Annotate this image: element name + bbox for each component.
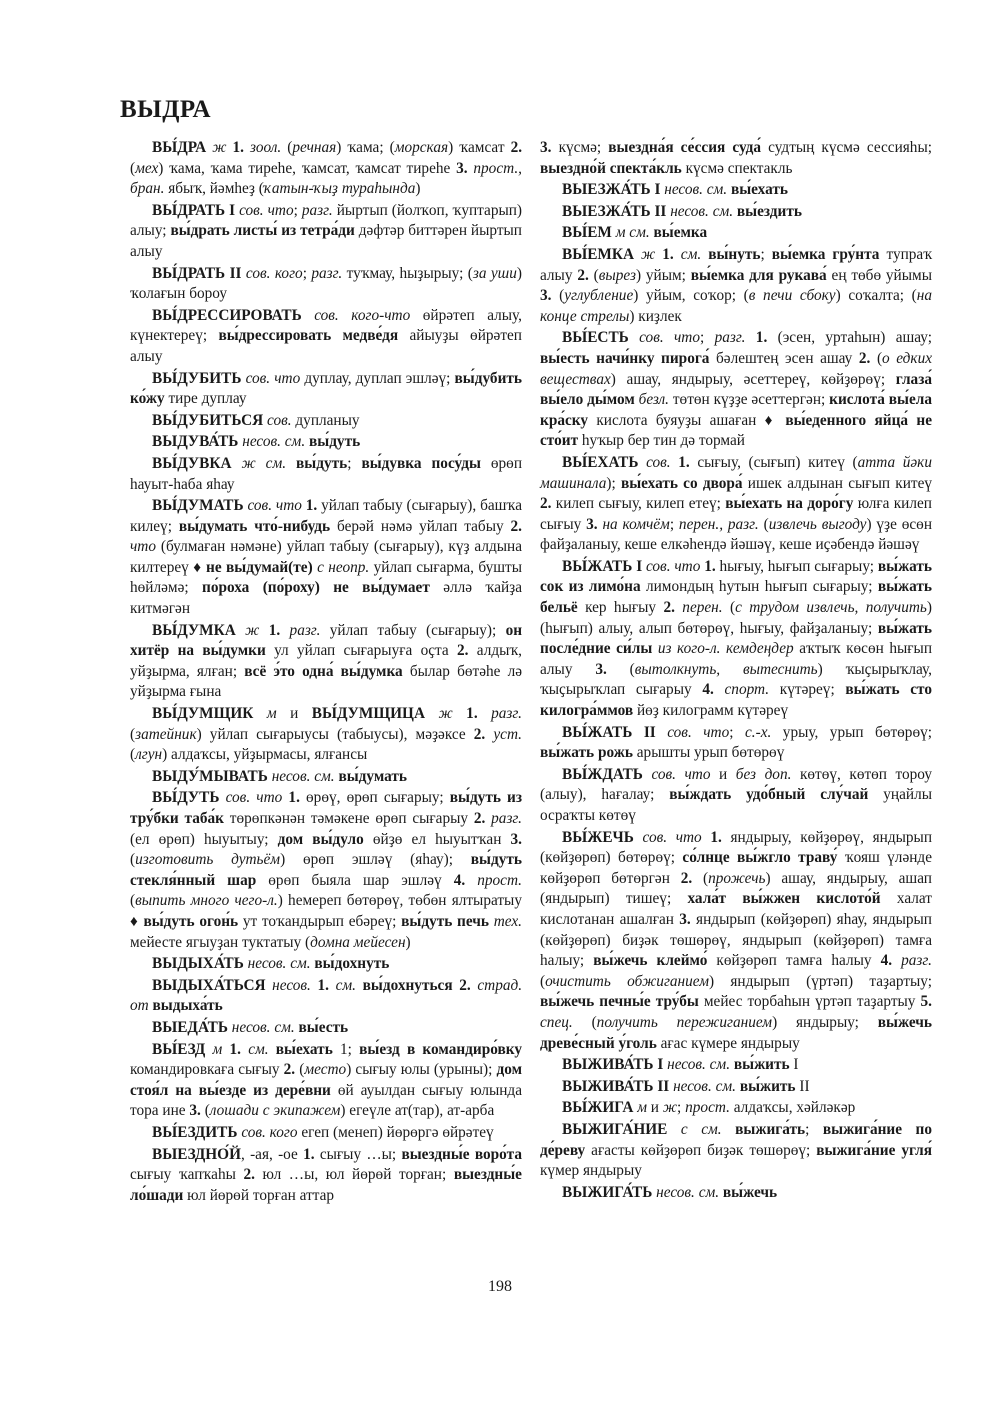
dictionary-entry: ВЫ́ДУМКА ж 1. разг. уйлап табыу (сығарыу); он хитёр на вы́думки ул уйлап сығарыуға оҫта 2. алдыҡ, уйҙырма, ялған; всё э́то одна́ вы́думка былар бөтәһе лә уйҙырма ғына — [130, 621, 523, 701]
dictionary-entry: ВЫЕДА́ТЬ несов. см. вы́есть — [152, 1018, 349, 1036]
dictionary-entry: ВЫДЫХА́ТЬСЯ несов. 1. см. вы́дохнуться 2. страд. от выдыха́ть — [130, 976, 523, 1015]
dictionary-entry: ВЫ́ЖЕЧЬ сов. что 1. яндырыу, көйҙөрөү, яндырып (көйҙөрөп) бөтөрөү; со́лнце вы́жгло траву́ ҡояш үләнде көйҙөрөп бөтөргән 2. (прожечь) ашау, яндырыу, ашап (яндырып) тишеү; хала́т вы́жжен кислото́й халат кислотанан ашалған 3. яндырып (көйҙөрөп) яһау, яндырып (көйҙөрөп) биҙәк төшөрөү, яндырып (көйҙөрөп) тамға һалыу; вы́жечь клеймо́ көйҙөрөп тамға һалыу 4. разг. (очистить обжиганием) яндырып (үртәп) таҙартыу; вы́жечь печны́е тру́бы мейес торбаһын үртәп таҙартыу 5. спец. (получить пережиганием) яндырыу; вы́жечь древе́сный у́голь ағас күмере яндырыу — [540, 828, 933, 1052]
running-head: ВЫДРА — [120, 96, 212, 123]
dictionary-entry: ВЫ́ДРЕССИРОВАТЬ сов. кого-что өйрәтеп алыу, күнектереү; вы́дрессировать медве́дя айыуҙы өйрәтеп алыу — [130, 306, 522, 365]
dictionary-entry: ВЫ́ЕМ м см. вы́емка — [562, 224, 708, 242]
dictionary-entry: ВЫЕЗЖА́ТЬ I несов. см. вы́ехать — [562, 181, 788, 199]
dictionary-entry: ВЫ́ЕСТЬ сов. что; разг. 1. (эсен, уртаһын) ашау; вы́есть начи́нку пирога́ бәлештең эсен ашау 2. (о едких веществах) ашау, яндырыу, әсеттереү, көйҙөрөү; глаза́ вы́ело ды́мом безл. төтөн күҙҙе әсеттергән; кислота́ вы́ела кра́ску кислота буяуҙы ашаған ♦ вы́еденного яйца́ не сто́ит һуҡыр бер тин дә тормай — [540, 329, 933, 450]
dictionary-entry: ВЫЕЗЖА́ТЬ II несов. см. вы́ездить — [562, 202, 802, 220]
dictionary-entry: ВЫДУВА́ТЬ несов. см. вы́дуть — [152, 433, 361, 451]
dictionary-entry: 3. күсмә; выездна́я се́ссия суда́ судтың күсмә сессияһы; выездно́й спекта́кль күсмә спектакль — [540, 139, 932, 177]
dictionary-entry: ВЫ́ДУТЬ сов. что 1. өрөү, өрөп сығарыу; вы́дуть из тру́бки таба́к төрөпкәнән тәмәкене өрөп сығарыу 2. разг. (ел өрөп) һыуытыу; дом вы́дуло өйҙө ел һыуытҡан 3. (изготовить дутьём) өрөп эшләү (яһау); вы́дуть стекля́нный шар өрөп быяла шар эшләү 4. прост. (выпить много чего-л.) һемереп бөтөрөү, төбөн ялтыратыу ♦ вы́дуть огон́ь ут тоҡандырып ебәреү; вы́дуть печь тех. мейесте ягыуҙан туктатыу (домна мейесен) — [130, 789, 523, 951]
page-number: 198 — [488, 1278, 512, 1295]
dictionary-entry: ВЫ́ДРА ж 1. зоол. (речная) ҡама; (морская) ҡамсат 2. (мех) ҡама, ҡама тиреһе, ҡамсат, ҡамсат тиреһе 3. прост., бран. ябыҡ, йәмһеҙ (ҡатын-ҡыҙ тураһында) — [130, 139, 523, 198]
dictionary-entry: ВЫ́ДУБИТЬ сов. что дуплау, дуплап эшләү; вы́дубить ко́жу тире дуплау — [130, 369, 522, 408]
dictionary-entry: ВЫ́ЕМКА ж 1. см. вы́нуть; вы́емка гру́нта тупраҡ алыу 2. (вырез) уйым; вы́емка для рукава́ ең төбө уйымы 3. (углубление) уйым, соҡор; (в печи сбоку) соҡалта; (на конце стрелы) киҙлек — [540, 245, 933, 325]
dictionary-entry: ВЫДУ́МЫВАТЬ несов. см. вы́думать — [152, 767, 408, 785]
right-column — [540, 138, 932, 1204]
dictionary-entry: ВЫ́ДУВКА ж см. вы́дуть; вы́дувка посу́ды өрөп һауыт-һаба яһау — [130, 454, 523, 493]
dictionary-entry: ВЫ́ЕХАТЬ сов. 1. сығыу, (сығып) китеү (атта йәки машинала); вы́ехать со двора́ ишек алдынан сығып китеү 2. килеп сығыу, килеп етеү; вы́ехать на доро́гу юлға килеп сығыу 3. на комчём; перен., разг. (извлечь выгоду) үҙе өсөн файҙаланыу, кеше елкәһендә йәшәү, кеше иҫәбендә йәшәү — [540, 453, 933, 554]
dictionary-entry: ВЫ́ДРАТЬ I сов. что; разг. йыртып (йолҡоп, ҡуптарып) алыу; вы́драть листы́ из тетра́ди дәфтәр биттәрен йыртып алыу — [130, 201, 523, 260]
dictionary-entry: ВЫ́ЖАТЬ II сов. что; с.-х. урыу, урып бөтөрөү; вы́жать рожь арышты урып бөтөрөү — [540, 723, 932, 762]
dictionary-entry: ВЫЕЗДНО́Й, -ая, -ое 1. сығыу …ы; выездны́е воро́та сығыу ҡапҡаһы 2. юл …ы, юл йөрөй торған; выездны́е ло́шади юл йөрөй торған аттар — [130, 1145, 522, 1204]
dictionary-entry: ВЫЖИВА́ТЬ II несов. см. вы́жить II — [562, 1077, 810, 1095]
dictionary-entry: ВЫ́ЖДАТЬ сов. что и без доп. көтөү, көтөп тороу (алыу), һағалау; вы́ждать удо́бный слу́чай уңайлы осраҡты көтөү — [540, 765, 933, 824]
dictionary-entry: ВЫ́ЖАТЬ I сов. что 1. һығыу, һығып сығарыу; вы́жать сок из лимо́на лимондың һутын һығып сығарыу; вы́жать бельё кер һығыу 2. перен. (с трудом извлечь, получить) (һығып) алыу, алып бөтөрөү, һығыу, файҙаланыу; вы́жать после́дние си́лы из кого-л. кемдеңдер аҡтыҡ көсөн һығып алыу 3. (вытолкнуть, вытеснить) ҡыҫырыҡлау, ҡыҫырыҡлап сығарыу 4. спорт. күтәреү; вы́жать сто килогра́ммов йөҙ килограмм күтәреү — [540, 557, 933, 720]
dictionary-entry: ВЫ́ДРАТЬ II сов. кого; разг. туҡмау, һыҙырыу; (за уши) ҡолағын бороу — [130, 264, 522, 303]
dictionary-entry: ВЫ́ЕЗДИТЬ сов. кого егеп (менеп) йөрөргә өйрәтеү — [152, 1123, 494, 1141]
dictionary-entry: ВЫ́ЕЗД м 1. см. вы́ехать 1; вы́езд в командиро́вку командировкаға сығыу 2. (место) сығыу юлы (урыны); дом стоя́л на вы́езде из дере́вни өй ауылдан сығыу юлында тора ине 3. (лошади с экипажем) егеүле ат(тар), ат-арба — [130, 1040, 523, 1120]
dictionary-entry: ВЫДЫХА́ТЬ несов. см. вы́дохнуть — [152, 955, 390, 973]
dictionary-entry: ВЫ́ДУМЩИК м и ВЫ́ДУМЩИЦА ж 1. разг. (затейник) уйлап сығарыусы (табыусы), мәҙәксе 2. уст. (лгун) алдаҡсы, уйҙырмасы, ялғансы — [130, 705, 522, 764]
dictionary-entry: ВЫ́ДУБИТЬСЯ сов. дупланыу — [152, 411, 360, 429]
dictionary-entry: ВЫ́ДУМАТЬ сов. что 1. уйлап табыу (сығарыу), башҡа килеү; вы́думать что́-нибудь берәй нәмә уйлап табыу 2. что (булмаған нәмәне) уйлап табыу (сығарыу), күҙ алдына килтереү ♦ не вы́думай(те) с неопр. уйлап сығарма, бушты һөйләмә; по́роха (по́роху) не вы́думает әллә ҡайҙа китмәгән — [130, 497, 523, 618]
dictionary-entry: ВЫЖИГА́ТЬ несов. см. вы́жечь — [562, 1183, 778, 1201]
dictionary-entry: ВЫЖИВА́ТЬ I несов. см. вы́жить I — [562, 1056, 799, 1074]
dictionary-entry: ВЫЖИГА́НИЕ с см. выжига́ть; выжига́ние по де́реву ағасты көйҙөрөп биҙәк төшөрөү; выжига́ние угля́ күмер яндырыу — [540, 1120, 933, 1180]
left-column — [130, 138, 522, 1207]
dictionary-entry: ВЫ́ЖИГА м и ж; прост. алдаҡсы, хәйләкәр — [562, 1099, 856, 1117]
